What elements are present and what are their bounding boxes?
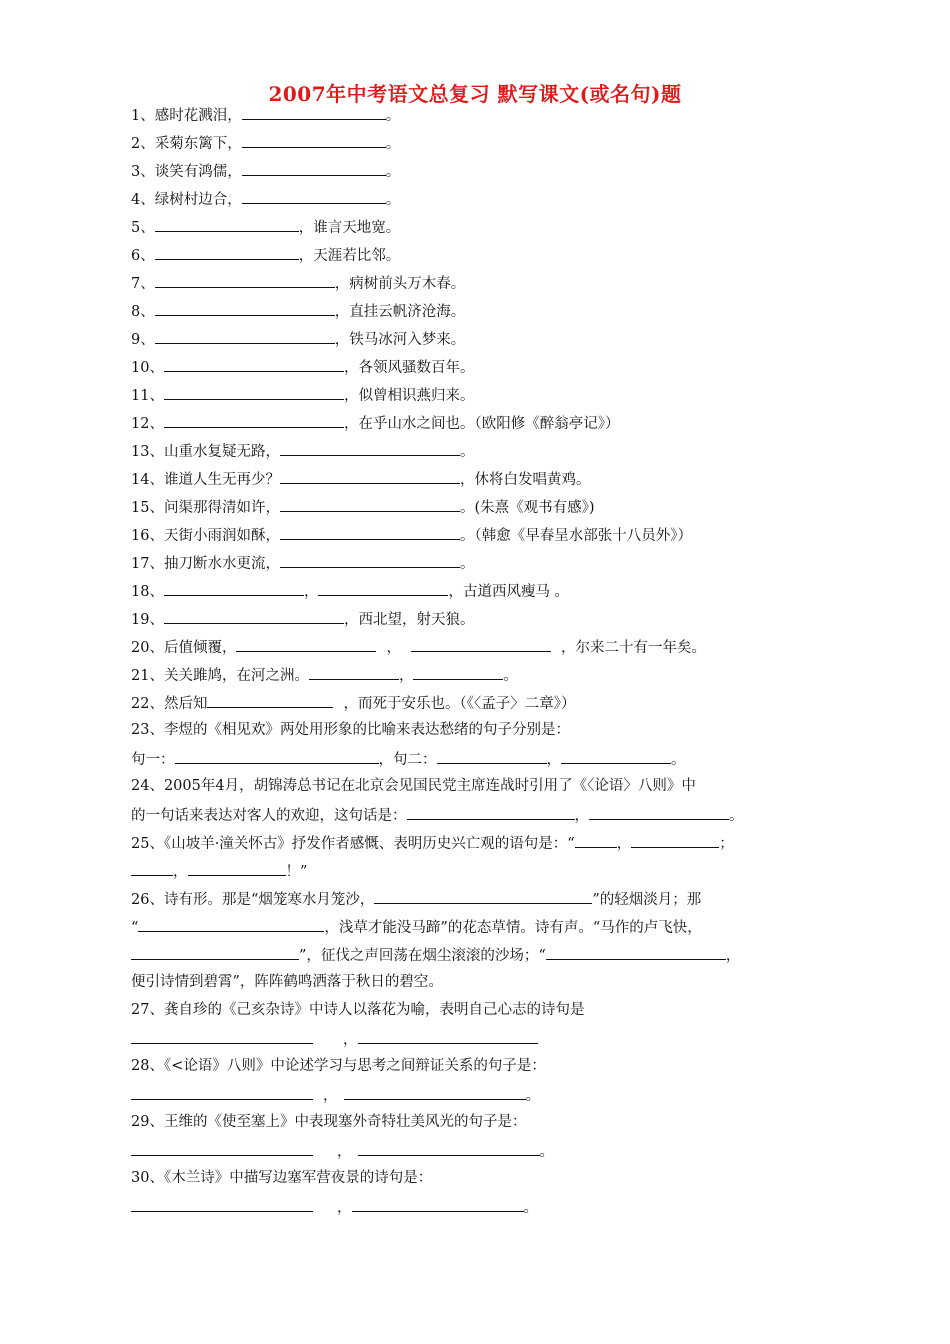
question-21: [131, 664, 518, 686]
q21-text: 21、关关雎鸠，在河之洲。: [131, 668, 309, 684]
q23-blank-2[interactable]: [437, 748, 547, 764]
q18-mid: ，: [303, 584, 319, 600]
q12-blank[interactable]: [164, 412, 344, 428]
q5-num: 5、: [131, 220, 155, 236]
q23-blank-1[interactable]: [175, 748, 379, 764]
q4-end: 。: [385, 192, 401, 208]
q21-blank-2[interactable]: [413, 664, 503, 680]
q17-blank[interactable]: [280, 552, 460, 568]
q2-end: 。: [385, 136, 401, 152]
q26-text-4: ”，征伐之声回荡在烟尘滚滚的沙场；“: [299, 948, 546, 964]
q26-text-2: ”的轻烟淡月；那: [592, 892, 702, 908]
q26-blank-4[interactable]: [546, 944, 726, 960]
q8-end: ，直挂云帆济沧海。: [334, 304, 466, 320]
q13-end: 。: [459, 444, 475, 460]
q25-text: 25、《山坡羊·潼关怀古》抒发作者感慨、表明历史兴亡观的语句是：“: [131, 836, 575, 852]
question-22: [131, 692, 575, 714]
question-28-answer: [131, 1084, 540, 1106]
q4-text: 4、绿树村边合，: [131, 192, 242, 208]
q27-blank-2[interactable]: [358, 1028, 538, 1044]
q10-end: ，各领风骚数百年。: [343, 360, 475, 376]
q22-end: ，而死于安乐也。（《〈孟子〉二章》）: [343, 696, 576, 712]
q20-blank-2[interactable]: [411, 636, 551, 652]
q25-blank-2[interactable]: [631, 832, 719, 848]
q27-comma: ，: [343, 1032, 358, 1048]
question-14: [131, 468, 590, 490]
q21-end: 。: [503, 668, 518, 684]
q24-blank-1[interactable]: [407, 804, 575, 820]
q24-end: 。: [729, 808, 744, 824]
q30-text: 30、《木兰诗》中描写边塞军营夜景的诗句是：: [131, 1170, 433, 1186]
q1-text: 1、感时花溅泪，: [131, 108, 242, 124]
q30-end: 。: [523, 1200, 538, 1216]
question-24-answer: [131, 804, 744, 826]
q28-text: 28、《<论语》八则》中论述学习与思考之间辩证关系的句子是：: [131, 1058, 546, 1074]
q26-blank-1[interactable]: [374, 888, 592, 904]
q17-end: 。: [459, 556, 475, 572]
q28-comma: ，: [323, 1088, 338, 1104]
question-16: [131, 524, 692, 546]
question-11: [131, 384, 474, 406]
q25-comma: ，: [616, 836, 632, 852]
question-25: [131, 832, 734, 854]
q16-end: 。（韩愈《早春呈水部张十八员外》）: [459, 528, 692, 544]
q18-blank-1[interactable]: [164, 580, 304, 596]
q11-num: 11、: [131, 388, 164, 404]
q26-comma: ，: [725, 948, 741, 964]
question-15: [131, 496, 595, 518]
q20-blank-1[interactable]: [236, 636, 376, 652]
q30-blank-1[interactable]: [131, 1196, 313, 1212]
question-27: [131, 1000, 584, 1020]
question-12: [131, 412, 619, 434]
q27-text: 27、龚自珍的《己亥杂诗》中诗人以落花为喻，表明自己心志的诗句是: [131, 1002, 585, 1018]
question-8: [131, 300, 465, 322]
q10-blank[interactable]: [164, 356, 344, 372]
question-26-line-3: [131, 944, 740, 966]
question-30-answer: [131, 1196, 538, 1218]
q19-end: ，西北望，射天狼。: [343, 612, 475, 628]
q25-blank-3[interactable]: [131, 860, 173, 876]
q28-blank-2[interactable]: [344, 1084, 526, 1100]
q13-text: 13、山重水复疑无路，: [131, 444, 280, 460]
q29-end: 。: [539, 1144, 554, 1160]
q3-end: 。: [385, 164, 401, 180]
question-9: [131, 328, 465, 350]
q7-num: 7、: [131, 276, 155, 292]
question-23-answers: [131, 748, 686, 770]
q25-end: ！”: [285, 864, 308, 880]
question-2: [131, 132, 400, 154]
q15-blank[interactable]: [280, 496, 460, 512]
question-26-line-4: [131, 972, 443, 992]
question-6: [131, 244, 400, 266]
q26-quote-open: “: [131, 920, 139, 936]
q20-end: ，尔来二十有一年矣。: [560, 640, 706, 656]
q18-blank-2[interactable]: [318, 580, 448, 596]
q2-blank[interactable]: [242, 132, 386, 148]
q15-end: 。(朱熹《观书有感》): [459, 500, 595, 516]
q11-end: ，似曾相识燕归来。: [343, 388, 475, 404]
q27-blank-1[interactable]: [131, 1028, 313, 1044]
q10-num: 10、: [131, 360, 164, 376]
q9-blank[interactable]: [155, 328, 335, 344]
q1-blank[interactable]: [242, 104, 386, 120]
question-30: [131, 1168, 432, 1188]
q16-text: 16、天街小雨润如酥，: [131, 528, 280, 544]
question-24: [131, 776, 696, 796]
q20-mid: ，: [386, 640, 401, 656]
q14-end: ，休将白发唱黄鸡。: [459, 472, 591, 488]
q12-end: ，在乎山水之间也。（欧阳修《醉翁亭记》）: [343, 416, 620, 432]
q21-blank-1[interactable]: [309, 664, 399, 680]
question-28: [131, 1056, 546, 1076]
q7-blank[interactable]: [155, 272, 335, 288]
q14-blank[interactable]: [280, 468, 460, 484]
q23-comma: ，: [546, 752, 561, 768]
question-29: [131, 1112, 526, 1132]
q28-end: 。: [525, 1088, 540, 1104]
q5-blank[interactable]: [155, 216, 299, 232]
q24-comma: ，: [574, 808, 589, 824]
question-19: [131, 608, 474, 630]
question-10: [131, 356, 474, 378]
q21-mid: ，: [398, 668, 414, 684]
q8-blank[interactable]: [155, 300, 335, 316]
q24-text: 24、2005年4月，胡锦涛总书记在北京会见国民党主席连战时引用了《〈论语〉八则》中: [131, 778, 696, 794]
q29-text: 29、王维的《使至塞上》中表现塞外奇特壮美风光的句子是：: [131, 1114, 527, 1130]
q18-num: 18、: [131, 584, 164, 600]
q9-num: 9、: [131, 332, 155, 348]
q23-blank-3[interactable]: [561, 748, 671, 764]
q26-text-1: 26、诗有形。那是“烟笼寒水月笼沙，: [131, 892, 375, 908]
question-20: [131, 636, 706, 658]
q3-blank[interactable]: [242, 160, 386, 176]
question-26: [131, 888, 701, 910]
question-18: [131, 580, 569, 602]
q23-end: 。: [671, 752, 686, 768]
question-27-answer: [131, 1028, 538, 1050]
q13-blank[interactable]: [280, 440, 460, 456]
q28-blank-1[interactable]: [131, 1084, 313, 1100]
q17-text: 17、抽刀断水水更流，: [131, 556, 280, 572]
q25-semicolon: ；: [719, 836, 734, 852]
q29-blank-2[interactable]: [358, 1140, 540, 1156]
q25-comma-2: ，: [173, 864, 188, 880]
q12-num: 12、: [131, 416, 164, 432]
q23-label-2: ，句二：: [378, 752, 437, 768]
q6-blank[interactable]: [155, 244, 299, 260]
q4-blank[interactable]: [242, 188, 386, 204]
page-title: 2007年中考语文总复习 默写课文(或名句)题: [268, 82, 682, 106]
q20-text: 20、后值倾覆，: [131, 640, 237, 656]
q26-text-5: 便引诗情到碧霄”，阵阵鹤鸣洒落于秋日的碧空。: [131, 974, 443, 990]
q15-text: 15、问渠那得清如许，: [131, 500, 280, 516]
q26-blank-3[interactable]: [131, 944, 299, 960]
q26-blank-2[interactable]: [138, 916, 324, 932]
question-1: [131, 104, 400, 126]
q14-text: 14、谁道人生无再少？: [131, 472, 280, 488]
q8-num: 8、: [131, 304, 155, 320]
q24-blank-2[interactable]: [589, 804, 729, 820]
q18-end: ，古道西风瘦马 。: [448, 584, 570, 600]
q6-end: ，天涯若比邻。: [298, 248, 401, 264]
q9-end: ，铁马冰河入梦来。: [334, 332, 466, 348]
q3-text: 3、谈笑有鸿儒，: [131, 164, 242, 180]
q5-end: ，谁言天地宽。: [298, 220, 401, 236]
q7-end: ，病树前头万木春。: [334, 276, 466, 292]
question-7: [131, 272, 465, 294]
question-13: [131, 440, 474, 462]
question-25-continued: [131, 860, 307, 882]
q25-blank-4[interactable]: [188, 860, 286, 876]
question-23: [131, 720, 570, 740]
q6-num: 6、: [131, 248, 155, 264]
q16-blank[interactable]: [280, 524, 460, 540]
q22-blank[interactable]: [207, 692, 333, 708]
q23-label-1: 句一：: [131, 752, 175, 768]
q24-prompt: 的一句话来表达对客人的欢迎，这句话是：: [131, 808, 407, 824]
question-3: [131, 160, 400, 182]
q19-num: 19、: [131, 612, 164, 628]
question-17: [131, 552, 474, 574]
question-29-answer: [131, 1140, 554, 1162]
q26-text-3: ，浅草才能没马蹄”的花态草情。诗有声。“马作的卢飞快，: [324, 920, 702, 936]
q29-comma: ，: [337, 1144, 352, 1160]
q19-blank[interactable]: [164, 608, 344, 624]
q22-text: 22、然后知: [131, 696, 208, 712]
q2-text: 2、采菊东篱下，: [131, 136, 242, 152]
q25-blank-1[interactable]: [575, 832, 617, 848]
q29-blank-1[interactable]: [131, 1140, 313, 1156]
q1-end: 。: [385, 108, 401, 124]
question-4: [131, 188, 400, 210]
q11-blank[interactable]: [164, 384, 344, 400]
q30-comma: ，: [337, 1200, 352, 1216]
q23-text: 23、李煜的《相见欢》两处用形象的比喻来表达愁绪的句子分别是：: [131, 722, 570, 738]
q30-blank-2[interactable]: [352, 1196, 524, 1212]
question-26-line-2: [131, 916, 702, 938]
question-5: [131, 216, 400, 238]
